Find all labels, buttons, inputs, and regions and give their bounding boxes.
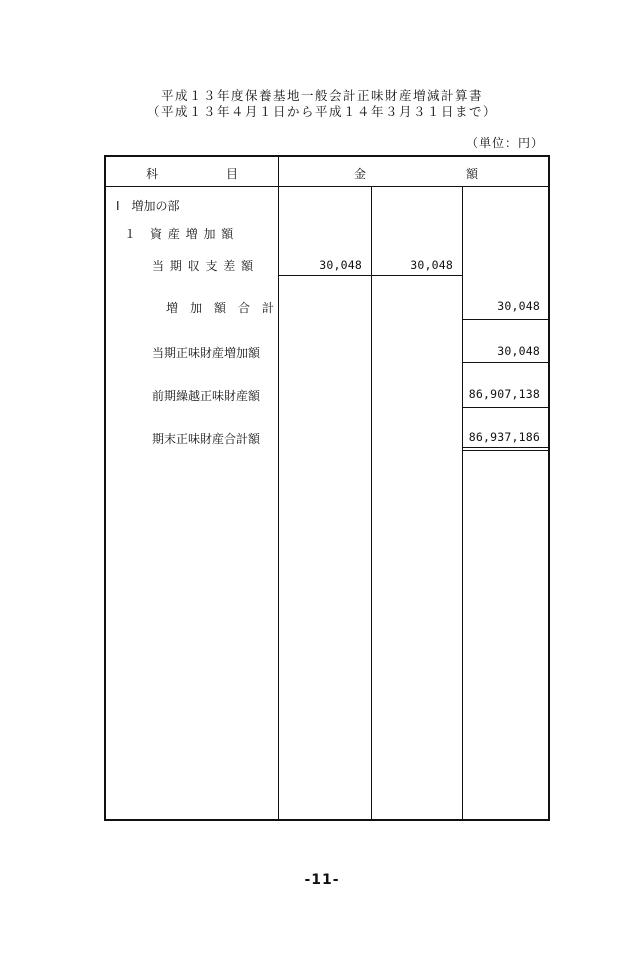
rule-increase-total — [462, 319, 548, 320]
unit-label: （単位：円） — [465, 136, 544, 150]
column-divider-account — [278, 157, 279, 819]
header-amount-1: 金 — [354, 167, 367, 181]
header-account-1: 科 — [146, 167, 159, 181]
current-balance-col1: 30,048 — [319, 258, 362, 272]
rule-current-balance — [278, 275, 463, 276]
page-number: -11- — [304, 872, 340, 888]
document-period: （平成１３年４月１日から平成１４年３月３１日まで） — [146, 104, 497, 119]
document-title: 平成１３年度保養基地一般会計正味財産増減計算書 — [160, 88, 483, 103]
current-increase-col3: 30,048 — [497, 344, 540, 358]
column-divider-amount-2 — [462, 187, 463, 819]
end-total-col3: 86,937,186 — [468, 430, 540, 444]
section-label: Ⅰ 増加の部 — [116, 199, 180, 213]
current-balance-col2: 30,048 — [410, 258, 453, 272]
rule-end-total-1 — [462, 447, 548, 448]
increase-total-col3: 30,048 — [497, 299, 540, 313]
column-divider-amount-1 — [371, 187, 372, 819]
rule-current-increase — [462, 362, 548, 363]
rule-end-total-2 — [462, 450, 548, 451]
statement-table — [104, 155, 550, 821]
row-label-current-increase: 当期正味財産増加額 — [152, 346, 261, 360]
header-account-2: 目 — [226, 167, 239, 181]
subsection-label: １ 資 産 増 加 額 — [124, 227, 235, 241]
row-label-end-total: 期末正味財産合計額 — [152, 432, 261, 446]
header-divider — [106, 186, 548, 187]
rule-prior-carryover — [462, 407, 548, 408]
row-label-increase-total: 増 加 額 合 計 — [166, 301, 275, 315]
prior-carryover-col3: 86,907,138 — [468, 387, 540, 401]
row-label-current-balance: 当 期 収 支 差 額 — [152, 259, 255, 273]
row-label-prior-carryover: 前期繰越正味財産額 — [152, 389, 261, 403]
header-amount-2: 額 — [466, 167, 479, 181]
